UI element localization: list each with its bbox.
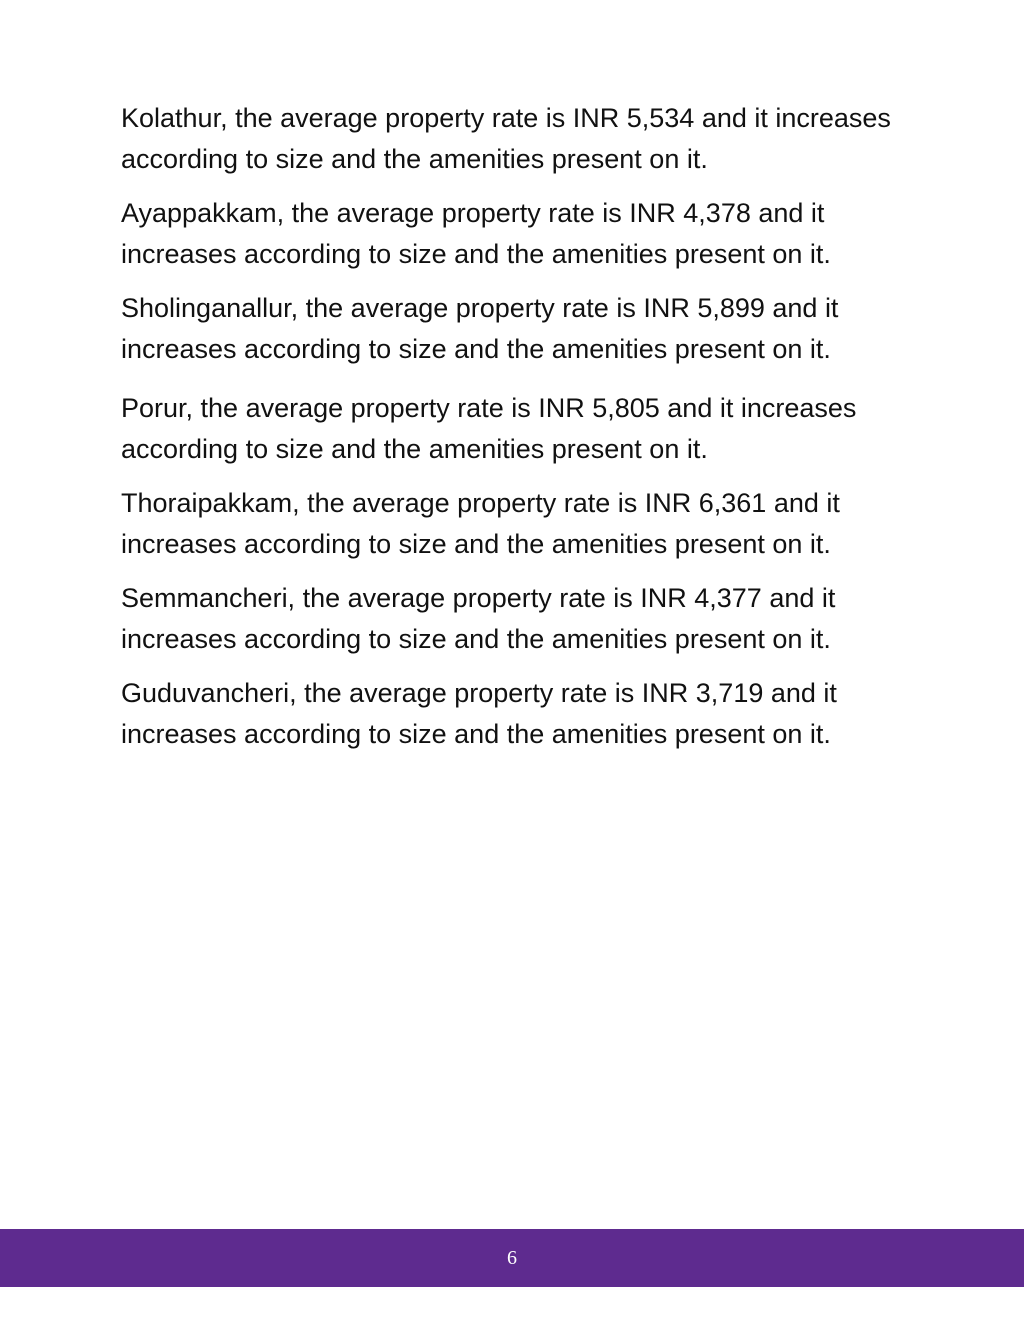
document-body (121, 98, 911, 768)
paragraph-sholinganallur: Sholinganallur, the average property rate is INR 5,899 and it increases according to size and the amenities present on it. (121, 293, 839, 364)
footer-bar (0, 1229, 1024, 1287)
paragraph-ayappakkam: Ayappakkam, the average property rate is INR 4,378 and it increases according to size and the amenities present on it. (121, 198, 831, 269)
paragraph-semmancheri: Semmancheri, the average property rate is INR 4,377 and it increases according to size and the amenities present on it. (121, 583, 836, 654)
paragraph-thoraipakkam: Thoraipakkam, the average property rate is INR 6,361 and it increases according to size and the amenities present on it. (121, 488, 840, 559)
page-number: 6 (507, 1247, 517, 1269)
paragraph-kolathur: Kolathur, the average property rate is INR 5,534 and it increases according to size and the amenities present on it. (121, 103, 891, 174)
paragraph-guduvancheri: Guduvancheri, the average property rate is INR 3,719 and it increases according to size and the amenities present on it. (121, 678, 837, 749)
paragraph-porur: Porur, the average property rate is INR 5,805 and it increases according to size and the amenities present on it. (121, 393, 857, 464)
